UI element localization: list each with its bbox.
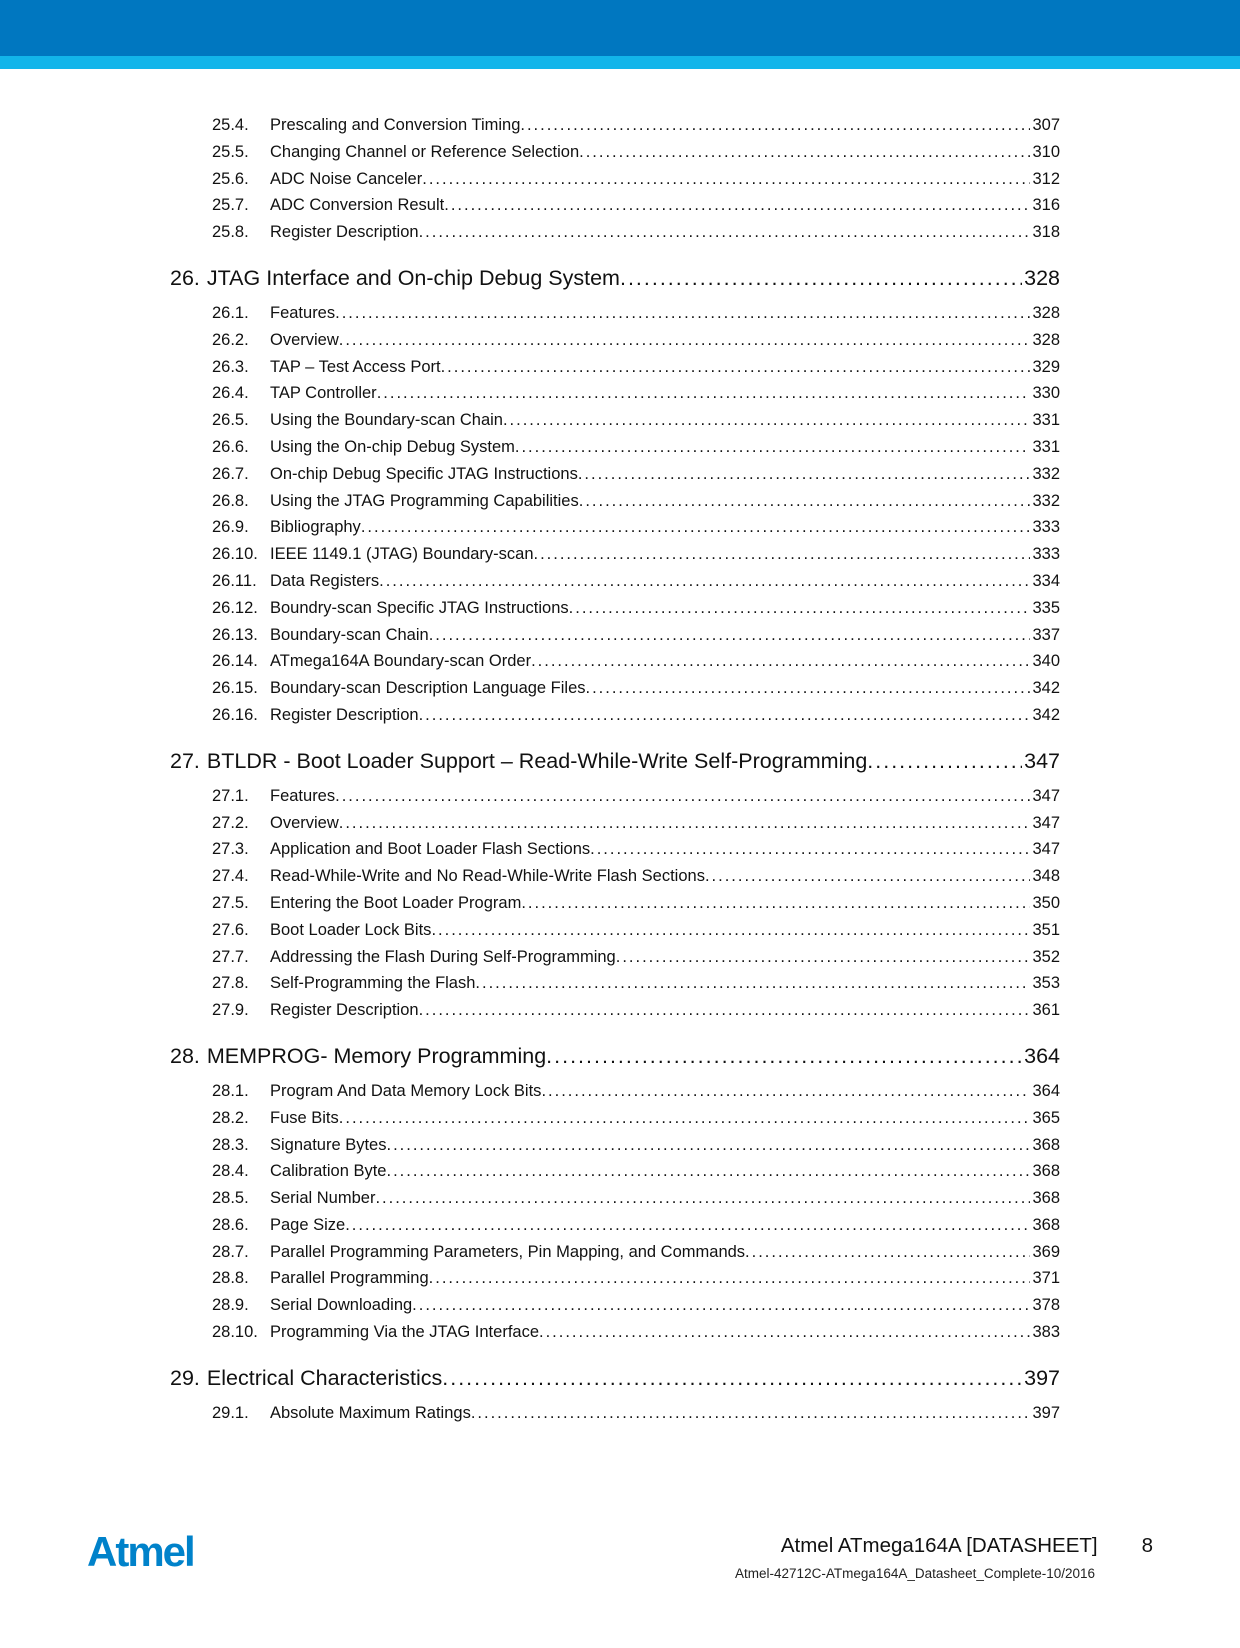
entry-page-number: 368 — [1032, 1162, 1060, 1181]
entry-number: 28.10. — [212, 1323, 258, 1342]
entry-page-number: 371 — [1032, 1269, 1060, 1288]
entry-title: Entering the Boot Loader Program — [270, 893, 522, 912]
entry-page-number: 353 — [1032, 974, 1060, 993]
dot-leader — [361, 514, 1031, 541]
entry-page-number: 368 — [1032, 1215, 1060, 1234]
toc-entry — [170, 514, 1060, 541]
dot-leader — [546, 1041, 1022, 1071]
entry-title: Features — [270, 303, 336, 322]
entry-number: 26.12. — [212, 598, 258, 617]
toc-entry — [170, 595, 1060, 622]
entry-title: Fuse Bits — [270, 1108, 339, 1127]
section-title: MEMPROG- Memory Programming — [206, 1043, 547, 1068]
entry-number: 27.8. — [212, 974, 249, 993]
entry-title: Prescaling and Conversion Timing — [270, 116, 521, 134]
toc-entry — [170, 648, 1060, 675]
entry-title: Page Size — [270, 1215, 346, 1234]
entry-title: Register Description — [270, 705, 419, 724]
entry-page-number: 351 — [1032, 920, 1060, 939]
entry-page-number: 332 — [1032, 491, 1060, 510]
entry-number: 26.1. — [212, 303, 249, 322]
entry-page-number: 364 — [1032, 1081, 1060, 1100]
entry-number: 28.3. — [212, 1135, 249, 1154]
dot-leader — [412, 1292, 1030, 1319]
entry-title: Bibliography — [270, 518, 361, 537]
toc-entry — [170, 1239, 1060, 1266]
entry-title: Boot Loader Lock Bits — [270, 920, 432, 939]
entry-number: 26.10. — [212, 545, 258, 564]
dot-leader — [620, 263, 1022, 293]
entry-title: Register Description — [270, 1001, 419, 1020]
entry-title: Absolute Maximum Ratings — [270, 1403, 471, 1422]
entry-title: TAP Controller — [270, 384, 377, 403]
dot-leader — [541, 1078, 1030, 1105]
entry-title: Using the Boundary-scan Chain — [270, 411, 503, 430]
entry-page-number: 348 — [1032, 867, 1060, 886]
dot-leader — [444, 192, 1030, 219]
toc-entry — [170, 380, 1060, 407]
toc-entry — [170, 997, 1060, 1024]
entry-page-number: 365 — [1032, 1108, 1060, 1127]
entry-title: Data Registers — [270, 571, 380, 590]
toc-entry — [170, 219, 1060, 246]
dot-leader — [579, 488, 1031, 515]
entry-page-number: 347 — [1032, 813, 1060, 832]
dot-leader — [521, 890, 1030, 917]
toc-entry — [170, 970, 1060, 997]
dot-leader — [431, 917, 1030, 944]
entry-page-number: 333 — [1032, 518, 1060, 537]
entry-number: 26.5. — [212, 411, 249, 430]
dot-leader — [339, 1105, 1031, 1132]
dot-leader — [386, 1132, 1030, 1159]
toc-entry — [170, 192, 1060, 219]
entry-number: 25.4. — [212, 116, 249, 134]
entry-page-number: 369 — [1032, 1242, 1060, 1261]
entry-page-number: 335 — [1032, 598, 1060, 617]
toc-entry — [170, 1212, 1060, 1239]
entry-number: 28.9. — [212, 1296, 249, 1315]
toc-entry — [170, 810, 1060, 837]
entry-page-number: 328 — [1032, 303, 1060, 322]
dot-leader — [339, 810, 1031, 837]
entry-title: IEEE 1149.1 (JTAG) Boundary-scan — [270, 545, 534, 564]
entry-title: Overview — [270, 813, 339, 832]
entry-number: 28.1. — [212, 1081, 249, 1100]
toc-entry — [170, 1132, 1060, 1159]
entry-page-number: 347 — [1032, 786, 1060, 805]
toc-entry — [170, 944, 1060, 971]
toc-entry — [170, 1158, 1060, 1185]
entry-title: Register Description — [270, 223, 419, 242]
dot-leader — [531, 648, 1030, 675]
entry-page-number: 310 — [1032, 142, 1060, 161]
entry-title: TAP – Test Access Port — [270, 357, 441, 376]
toc-section — [170, 746, 1060, 1024]
footer-line1 — [781, 1534, 1153, 1558]
entry-page-number: 350 — [1032, 893, 1060, 912]
entry-title: Read-While-Write and No Read-While-Write Flash Sections — [270, 867, 705, 886]
entry-page-number: 383 — [1032, 1323, 1060, 1342]
entry-number: 27.2. — [212, 813, 249, 832]
entry-page-number: 328 — [1032, 330, 1060, 349]
entry-page-number: 340 — [1032, 652, 1060, 671]
dot-leader — [386, 1158, 1030, 1185]
entry-page-number: 368 — [1032, 1135, 1060, 1154]
section-page-number: 347 — [1024, 748, 1060, 773]
footer-doc-title: Atmel ATmega164A [DATASHEET] — [780, 1534, 1098, 1557]
toc-entry — [170, 863, 1060, 890]
entry-number: 28.2. — [212, 1108, 249, 1127]
entry-number: 26.7. — [212, 464, 249, 483]
toc-entry — [170, 300, 1060, 327]
dot-leader — [335, 300, 1030, 327]
entry-title: Self-Programming the Flash — [270, 974, 476, 993]
dot-leader — [745, 1239, 1030, 1266]
dot-leader — [419, 997, 1031, 1024]
toc-entry — [170, 488, 1060, 515]
entry-title: Using the JTAG Programming Capabilities — [270, 491, 579, 510]
entry-page-number: 318 — [1032, 223, 1060, 242]
toc-entry — [170, 1265, 1060, 1292]
section-page-number: 397 — [1024, 1365, 1060, 1390]
entry-number: 27.4. — [212, 867, 249, 886]
entry-number: 26.6. — [212, 437, 249, 456]
entry-page-number: 312 — [1032, 169, 1060, 188]
entry-page-number: 334 — [1032, 571, 1060, 590]
entry-page-number: 331 — [1032, 411, 1060, 430]
entry-number: 25.8. — [212, 223, 249, 242]
entry-number: 25.6. — [212, 169, 249, 188]
entry-number: 27.5. — [212, 893, 249, 912]
toc-entry — [170, 327, 1060, 354]
dot-leader — [590, 836, 1030, 863]
entry-title: Changing Channel or Reference Selection — [270, 142, 580, 161]
toc-entry — [170, 702, 1060, 729]
entry-title: Program And Data Memory Lock Bits — [270, 1081, 542, 1100]
toc-entry — [170, 1400, 1060, 1427]
dot-leader — [419, 702, 1031, 729]
entry-title: ADC Conversion Result — [270, 196, 445, 215]
entry-title: On-chip Debug Specific JTAG Instructions — [270, 464, 578, 483]
toc-section-heading — [170, 263, 1060, 293]
dot-leader — [578, 461, 1031, 488]
dot-leader — [422, 166, 1030, 193]
entry-number: 26.15. — [212, 679, 258, 698]
entry-page-number: 316 — [1032, 196, 1060, 215]
entry-number: 26.13. — [212, 625, 258, 644]
entry-number: 27.1. — [212, 786, 249, 805]
entry-number: 28.8. — [212, 1269, 249, 1288]
toc-section — [170, 112, 1060, 246]
entry-page-number: 330 — [1032, 384, 1060, 403]
entry-number: 28.5. — [212, 1189, 249, 1208]
toc-section — [170, 1363, 1060, 1427]
toc-section-heading — [170, 1363, 1060, 1393]
section-number: 27. — [170, 748, 200, 773]
entry-number: 29.1. — [212, 1403, 249, 1422]
entry-title: Parallel Programming Parameters, Pin Mapping, and Commands — [270, 1242, 746, 1261]
entry-number: 26.9. — [212, 518, 249, 537]
entry-number: 26.3. — [212, 357, 249, 376]
entry-number: 26.14. — [212, 652, 258, 671]
dot-leader — [534, 541, 1031, 568]
dot-leader — [579, 139, 1030, 166]
entry-title: Using the On-chip Debug System — [270, 437, 515, 456]
section-number: 29. — [170, 1365, 200, 1390]
entry-title: Parallel Programming — [270, 1269, 429, 1288]
dot-leader — [586, 675, 1031, 702]
toc-entry — [170, 836, 1060, 863]
section-page-number: 364 — [1024, 1043, 1060, 1068]
entry-title: Features — [270, 786, 336, 805]
entry-number: 26.8. — [212, 491, 249, 510]
entry-title: ATmega164A Boundary-scan Order — [270, 652, 532, 671]
entry-number: 28.7. — [212, 1242, 249, 1261]
dot-leader — [339, 327, 1031, 354]
dot-leader — [441, 354, 1031, 381]
entry-number: 26.2. — [212, 330, 249, 349]
header-accent-stripe — [0, 56, 1240, 69]
entry-page-number: 368 — [1032, 1189, 1060, 1208]
dot-leader — [345, 1212, 1030, 1239]
dot-leader — [471, 1400, 1031, 1427]
entry-page-number: 332 — [1032, 464, 1060, 483]
toc-section-heading — [170, 746, 1060, 776]
toc-entry — [170, 139, 1060, 166]
toc-entry — [170, 541, 1060, 568]
toc-entry — [170, 675, 1060, 702]
section-title: BTLDR - Boot Loader Support – Read-While-Write Self-Programming — [206, 748, 868, 773]
entry-title: Serial Downloading — [270, 1296, 413, 1315]
entry-title: Boundry-scan Specific JTAG Instructions — [270, 598, 569, 617]
toc-entry — [170, 568, 1060, 595]
entry-number: 27.9. — [212, 1001, 249, 1020]
entry-title: Signature Bytes — [270, 1135, 387, 1154]
section-title: Electrical Characteristics — [206, 1365, 443, 1390]
dot-leader — [375, 1185, 1030, 1212]
toc-entry — [170, 112, 1060, 139]
dot-leader — [503, 407, 1031, 434]
toc-entry — [170, 166, 1060, 193]
dot-leader — [377, 380, 1031, 407]
entry-title: Boundary-scan Description Language Files — [270, 679, 586, 698]
footer-doc-id: Atmel-42712C-ATmega164A_Datasheet_Complete-10/2016 — [735, 1566, 1095, 1581]
entry-page-number: 342 — [1032, 705, 1060, 724]
dot-leader — [442, 1363, 1022, 1393]
entry-number: 28.4. — [212, 1162, 249, 1181]
toc-entry — [170, 917, 1060, 944]
entry-number: 25.7. — [212, 196, 249, 215]
entry-title: Addressing the Flash During Self-Programming — [270, 947, 616, 966]
entry-number: 26.4. — [212, 384, 249, 403]
toc-entry — [170, 434, 1060, 461]
section-number: 28. — [170, 1043, 200, 1068]
entry-title: Programming Via the JTAG Interface — [270, 1323, 540, 1342]
entry-number: 28.6. — [212, 1215, 249, 1234]
dot-leader — [539, 1319, 1030, 1346]
entry-page-number: 352 — [1032, 947, 1060, 966]
atmel-logo: Atmel — [87, 1528, 194, 1575]
entry-number: 27.6. — [212, 920, 249, 939]
section-title: JTAG Interface and On-chip Debug System — [206, 265, 620, 290]
toc-entry — [170, 1292, 1060, 1319]
dot-leader — [616, 944, 1031, 971]
toc-entry — [170, 354, 1060, 381]
entry-number: 27.7. — [212, 947, 249, 966]
footer-page-number: 8 — [1141, 1534, 1153, 1557]
toc-entry — [170, 461, 1060, 488]
toc-entry — [170, 1078, 1060, 1105]
toc-section — [170, 1041, 1060, 1346]
entry-page-number: 329 — [1032, 357, 1060, 376]
header-bar — [0, 0, 1240, 56]
entry-title: Calibration Byte — [270, 1162, 387, 1181]
entry-number: 26.16. — [212, 705, 258, 724]
entry-page-number: 342 — [1032, 679, 1060, 698]
table-of-contents — [170, 112, 1060, 1427]
entry-page-number: 331 — [1032, 437, 1060, 456]
entry-page-number: 337 — [1032, 625, 1060, 644]
dot-leader — [515, 434, 1031, 461]
dot-leader — [379, 568, 1030, 595]
section-number: 26. — [170, 265, 200, 290]
entry-number: 26.11. — [212, 571, 257, 590]
section-page-number: 328 — [1024, 265, 1060, 290]
dot-leader — [419, 219, 1031, 246]
dot-leader — [867, 746, 1022, 776]
entry-page-number: 378 — [1032, 1296, 1060, 1315]
toc-entry — [170, 622, 1060, 649]
entry-page-number: 307 — [1032, 116, 1060, 134]
dot-leader — [335, 783, 1030, 810]
toc-entry — [170, 1319, 1060, 1346]
entry-title: Overview — [270, 330, 339, 349]
entry-page-number: 361 — [1032, 1001, 1060, 1020]
entry-page-number: 333 — [1032, 545, 1060, 564]
entry-title: Serial Number — [270, 1189, 376, 1208]
dot-leader — [569, 595, 1031, 622]
dot-leader — [520, 112, 1030, 139]
toc-section-heading — [170, 1041, 1060, 1071]
toc-entry — [170, 1105, 1060, 1132]
toc-entry — [170, 890, 1060, 917]
dot-leader — [705, 863, 1031, 890]
entry-title: Application and Boot Loader Flash Sections — [270, 840, 591, 859]
toc-entry — [170, 1185, 1060, 1212]
entry-page-number: 397 — [1032, 1403, 1060, 1422]
dot-leader — [429, 1265, 1031, 1292]
entry-number: 25.5. — [212, 142, 249, 161]
toc-entry — [170, 407, 1060, 434]
entry-page-number: 347 — [1032, 840, 1060, 859]
entry-title: Boundary-scan Chain — [270, 625, 429, 644]
entry-title: ADC Noise Canceler — [270, 169, 423, 188]
entry-number: 27.3. — [212, 840, 249, 859]
dot-leader — [429, 622, 1031, 649]
toc-section — [170, 263, 1060, 729]
toc-entry — [170, 783, 1060, 810]
dot-leader — [475, 970, 1030, 997]
